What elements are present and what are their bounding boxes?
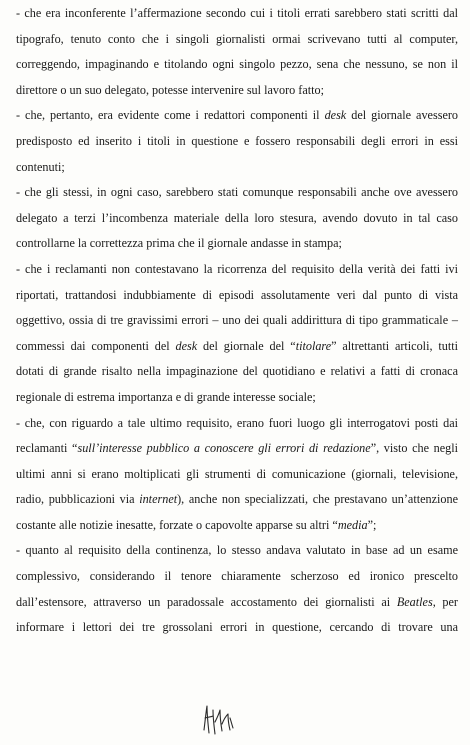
text-segment: del giornale del “ xyxy=(197,338,296,353)
text-segment: predisposto ed inserito i titoli in questione e fossero responsabili degli errori in essi xyxy=(16,133,458,148)
italic-text: Beatles xyxy=(396,594,433,609)
text-segment: regionale di estrema importanza e di grande interesse sociale; xyxy=(16,389,316,404)
text-line xyxy=(16,52,458,78)
text-segment: ”, visto che negli xyxy=(370,441,458,456)
text-line xyxy=(16,334,458,360)
signature-mark xyxy=(200,700,236,738)
text-line xyxy=(16,538,458,564)
handwritten-signature xyxy=(200,700,236,738)
text-line xyxy=(16,180,458,206)
text-line xyxy=(16,78,458,104)
text-segment: , per xyxy=(432,594,458,609)
italic-text: sull’interesse pubblico a conoscere gli errori di redazione xyxy=(77,441,371,456)
text-line xyxy=(16,513,458,539)
italic-text: media xyxy=(337,517,368,532)
text-segment: commessi dai componenti del xyxy=(16,338,176,353)
text-segment: - che gli stessi, in ogni caso, sarebbero stati comunque responsabili anche ove avessero xyxy=(16,185,458,200)
text-line xyxy=(16,615,458,641)
text-line xyxy=(16,564,458,590)
text-segment: del giornale avessero xyxy=(346,108,459,123)
italic-text: desk xyxy=(324,108,347,123)
text-line xyxy=(16,257,458,283)
text-segment: ), anche non specializzati, che prestavano un’attenzione xyxy=(177,492,458,507)
text-line xyxy=(16,206,458,232)
italic-text: titolare xyxy=(295,338,332,353)
text-segment: dotati di grande risalto nella impaginazione del quotidiano e relativi a fatti di cronaca xyxy=(16,364,458,379)
body-text xyxy=(16,1,458,641)
text-segment: informare i lettori dei tre grossolani errori in questione, cercando di trovare una xyxy=(16,620,458,635)
text-line xyxy=(16,385,458,411)
text-segment: - quanto al requisito della continenza, lo stesso andava valutato in base ad un esame xyxy=(16,543,458,558)
text-line xyxy=(16,411,458,437)
text-line xyxy=(16,27,458,53)
text-line xyxy=(16,129,458,155)
text-line xyxy=(16,231,458,257)
text-segment: ” altrettanti articoli, tutti xyxy=(331,338,458,353)
italic-text: desk xyxy=(175,338,198,353)
text-line xyxy=(16,436,458,462)
text-line xyxy=(16,155,458,181)
text-segment: - che, con riguardo a tale ultimo requisito, erano fuori luogo gli interrogatovi posti dai xyxy=(16,415,458,430)
text-segment: tipografo, tenuto conto che i singoli giornalisti ormai scrivevano tutti al computer, xyxy=(16,31,458,46)
text-segment: complessivo, considerando il tenore chiaramente scherzoso ed ironico prescelto xyxy=(16,569,458,584)
text-segment: delegato a terzi l’incombenza materiale della loro stesura, avendo dovuto in tal caso xyxy=(16,210,458,225)
text-line xyxy=(16,590,458,616)
italic-text: internet xyxy=(139,492,178,507)
text-segment: dall’estensore, attraverso un paradossale accostamento dei giornalisti ai xyxy=(16,594,397,609)
text-segment: oggettivo, ossia di tre gravissimi errori – uno dei quali addirittura di tipo grammaticale – xyxy=(16,313,458,328)
text-segment: correggendo, impaginando e titolando ogni singolo pezzo, sena che nessuno, se non il xyxy=(16,57,458,72)
text-line xyxy=(16,359,458,385)
text-segment: ”; xyxy=(367,517,377,532)
text-line xyxy=(16,1,458,27)
text-segment: direttore o un suo delegato, potesse intervenire sul lavoro fatto; xyxy=(16,82,324,97)
text-line xyxy=(16,308,458,334)
text-segment: - che era inconferente l’affermazione secondo cui i titoli errati sarebbero stati scritti dal xyxy=(16,6,458,20)
text-line xyxy=(16,487,458,513)
text-segment: riportati, trattandosi indubbiamente di episodi assolutamente veri dal punto di vista xyxy=(16,287,458,302)
text-segment: reclamanti “ xyxy=(16,441,78,456)
text-line xyxy=(16,103,458,129)
text-segment: radio, pubblicazioni via xyxy=(16,492,140,507)
text-line xyxy=(16,283,458,309)
text-segment: - che i reclamanti non contestavano la ricorrenza del requisito della verità dei fatti ivi xyxy=(16,261,458,276)
text-line xyxy=(16,462,458,488)
text-segment: contenuti; xyxy=(16,159,65,174)
text-segment: ultimi anni si erano moltiplicati gli strumenti di comunicazione (giornali, televisione, xyxy=(16,466,458,481)
text-segment: controllarne la correttezza prima che il giornale andasse in stampa; xyxy=(16,236,342,251)
text-segment: costante alle notizie inesatte, forzate o capovolte apparse su altri “ xyxy=(16,517,338,532)
text-segment: - che, pertanto, era evidente come i redattori componenti il xyxy=(16,108,325,123)
